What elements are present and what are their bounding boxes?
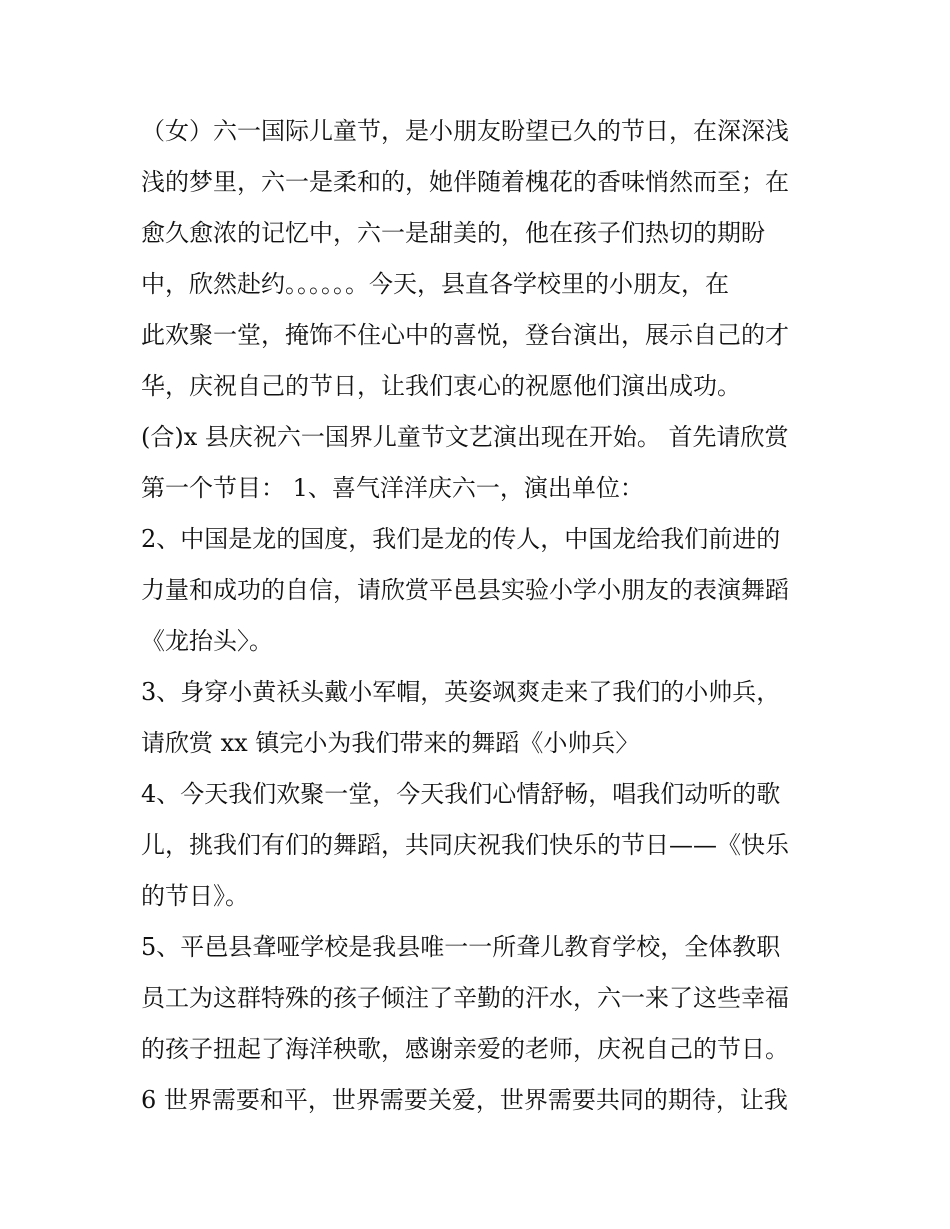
text-line-16: 的节日》。: [141, 882, 249, 910]
text-line-20: 6 世界需要和平，世界需要关爱，世界需要共同的期待，让我: [141, 1086, 788, 1114]
text-line-12: 3、身穿小黄袄头戴小军帽，英姿飒爽走来了我们的小帅兵，: [141, 678, 781, 706]
text-line-19: 的孩子扭起了海洋秧歌，感谢亲爱的老师，庆祝自己的节日。: [141, 1035, 789, 1063]
text-line-6: 华，庆祝自己的节日，让我们衷心的祝愿他们演出成功。: [141, 372, 741, 400]
text-line-18: 员工为这群特殊的孩子倾注了辛勤的汗水，六一来了这些幸福: [141, 984, 789, 1012]
text-line-9: 2、中国是龙的国度，我们是龙的传人，中国龙给我们前进的: [141, 525, 781, 553]
text-line-2: 浅的梦里，六一是柔和的，她伴随着槐花的香味悄然而至；在: [141, 168, 789, 196]
text-line-1: （女）六一国际儿童节，是小朋友盼望已久的节日，在深深浅: [141, 117, 789, 145]
text-line-3: 愈久愈浓的记忆中，六一是甜美的，他在孩子们热切的期盼: [141, 219, 765, 247]
document-body: [141, 106, 821, 1126]
text-line-10: 力量和成功的自信，请欣赏平邑县实验小学小朋友的表演舞蹈: [141, 576, 789, 604]
text-line-5: 此欢聚一堂，掩饰不住心中的喜悦，登台演出，展示自己的才: [141, 321, 789, 349]
text-line-13: 请欣赏 xx 镇完小为我们带来的舞蹈《小帅兵〉: [141, 729, 640, 757]
text-line-8: 第一个节目： 1、喜气洋洋庆六一，演出单位：: [141, 474, 644, 502]
text-line-14: 4、今天我们欢聚一堂，今天我们心情舒畅，唱我们动听的歌: [141, 780, 781, 808]
text-line-7: (合)x 县庆祝六一国界儿童节文艺演出现在开始。 首先请欣赏: [141, 423, 789, 451]
text-line-17: 5、平邑县聋哑学校是我县唯一一所聋儿教育学校，全体教职: [141, 933, 781, 961]
text-line-11: 《龙抬头〉。: [141, 627, 273, 655]
text-line-15: 儿，挑我们有们的舞蹈，共同庆祝我们快乐的节日——《快乐: [141, 831, 789, 859]
text-line-4: 中，欣然赴约。。。。。。今天，县直各学校里的小朋友，在: [141, 270, 729, 298]
